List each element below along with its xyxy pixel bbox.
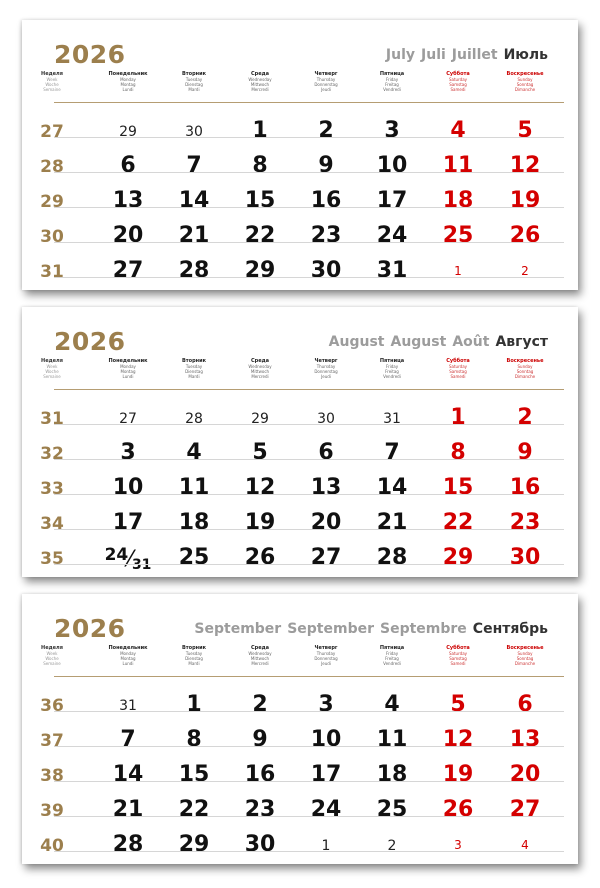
day-header-translation: Sonntag [516,369,534,374]
day-cell[interactable]: 29 [178,832,210,857]
day-header-translation: Sunday [517,364,533,369]
day-header-translation: Tuesday [185,651,203,656]
year-label: 2026 [54,614,126,643]
day-cell-adjacent[interactable]: 31 [119,698,137,714]
day-header-translation: Lundi [122,374,134,379]
day-cell[interactable]: 11 [178,475,210,500]
day-cell[interactable]: 5 [252,440,268,465]
day-header-translation: Monday [120,77,136,82]
day-header-translation: Samstag [449,82,467,87]
day-cell[interactable]: 30 [310,258,342,283]
row-divider [54,851,564,852]
day-cell[interactable]: 16 [310,188,342,213]
day-cell[interactable]: 4 [450,118,466,143]
day-cell[interactable]: 18 [442,188,474,213]
day-cell[interactable]: 20 [112,223,144,248]
week-number: 37 [40,731,64,751]
day-header-translation: Friday [385,651,399,656]
day-cell[interactable]: 15 [442,475,474,500]
day-cell[interactable]: 23 [310,223,342,248]
day-header-name: Вторник [181,358,207,364]
day-header-translation: Jeudi [321,374,331,379]
day-header [485,646,565,666]
day-header [485,72,565,92]
day-header-translation: Vendredi [383,661,401,666]
month-name: August [390,334,447,350]
day-cell[interactable]: 17 [376,188,408,213]
day-header-translation: Woche [45,82,59,87]
day-cell[interactable]: 12 [509,153,541,178]
row-divider [54,242,564,243]
day-cell-adjacent[interactable]: 31 [383,411,401,427]
day-header-translation: Montag [120,369,136,374]
day-header [12,72,92,92]
day-header-translation: Lundi [122,87,134,92]
row-divider [54,816,564,817]
day-header-translation: Samstag [449,369,467,374]
day-cell-adjacent[interactable]: 29 [119,124,137,140]
day-cell[interactable]: 7 [186,153,202,178]
day-header-translation: Dimanche [514,661,536,666]
day-header-translation: Mardi [188,87,200,92]
day-cell[interactable]: 28 [376,545,408,570]
day-header-translation: Semaine [43,661,61,666]
day-cell[interactable]: 19 [244,510,276,535]
day-header-translation: Sunday [517,77,533,82]
month-name: August [328,334,385,350]
day-cell[interactable]: 10 [112,475,144,500]
day-cell-adjacent[interactable]: 1 [321,838,331,854]
day-header [12,646,92,666]
row-divider [54,424,564,425]
day-cell[interactable]: 9 [252,727,268,752]
calendar-month-august [22,307,578,577]
day-header-translation: Dienstag [185,369,203,374]
day-cell[interactable]: 31 [376,258,408,283]
day-header-translation: Vendredi [383,374,401,379]
month-name: Август [495,334,548,350]
day-cell-split[interactable] [95,547,161,572]
row-divider [54,781,564,782]
day-cell[interactable]: 22 [178,797,210,822]
month-name: Июль [503,47,548,63]
day-cell[interactable]: 18 [376,762,408,787]
day-header-translation: Samedi [450,661,466,666]
month-name: Septembre [380,621,467,637]
row-divider [54,207,564,208]
day-header-translation: Wednesday [248,364,272,369]
day-header-translation: Dienstag [185,656,203,661]
day-header-name: Пятница [379,645,405,651]
day-cell[interactable]: 28 [112,832,144,857]
month-name: September [194,621,282,637]
day-header [12,359,92,379]
day-header-translation: Saturday [448,364,468,369]
day-header-translation: Monday [120,651,136,656]
day-header-translation: Friday [385,77,399,82]
day-header-translation: Tuesday [185,77,203,82]
day-cell[interactable]: 24 [310,797,342,822]
month-name: September [287,621,374,637]
week-number: 38 [40,766,64,786]
day-header-name: Понедельник [108,645,148,651]
day-cell-adjacent[interactable]: 29 [251,411,269,427]
day-cell[interactable]: 23 [509,510,541,535]
day-header-translation: Mercredi [251,374,269,379]
day-cell[interactable]: 17 [112,510,144,535]
day-cell[interactable]: 1 [450,405,466,430]
day-cell[interactable]: 9 [517,440,533,465]
day-cell[interactable]: 13 [509,727,541,752]
day-header-name: Неделя [41,645,63,651]
day-header-translation: Mardi [188,374,200,379]
day-header-name: Понедельник [108,358,148,364]
week-number: 35 [40,549,64,569]
day-cell[interactable]: 10 [376,153,408,178]
day-number: 31 [131,557,152,573]
day-header-translation: Samedi [450,374,466,379]
day-header-translation: Sonntag [516,656,534,661]
day-header-translation: Week [46,651,58,656]
day-cell[interactable]: 21 [112,797,144,822]
day-cell[interactable]: 13 [310,475,342,500]
day-cell[interactable]: 21 [376,510,408,535]
day-cell[interactable]: 16 [509,475,541,500]
day-header-translation: Semaine [43,374,61,379]
day-cell-adjacent[interactable]: 2 [387,838,397,854]
row-divider [54,564,564,565]
day-cell[interactable]: 22 [244,223,276,248]
day-cell[interactable]: 29 [442,545,474,570]
day-header-translation: Thursday [316,77,336,82]
day-cell[interactable]: 26 [442,797,474,822]
day-header-translation: Dimanche [514,374,536,379]
day-header-translation: Semaine [43,87,61,92]
day-cell[interactable]: 3 [120,440,136,465]
day-cell[interactable]: 23 [244,797,276,822]
day-cell[interactable]: 15 [244,188,276,213]
day-cell[interactable]: 8 [450,440,466,465]
month-names [323,334,548,350]
day-cell[interactable]: 18 [178,510,210,535]
day-header-name: Воскресенье [506,71,544,77]
row-divider [54,172,564,173]
day-cell[interactable]: 6 [517,692,533,717]
header-divider [54,389,564,390]
day-cell[interactable]: 12 [244,475,276,500]
day-cell[interactable]: 10 [310,727,342,752]
day-cell[interactable]: 26 [509,223,541,248]
day-cell[interactable]: 7 [120,727,136,752]
day-cell-adjacent[interactable]: 1 [454,264,462,278]
day-header-name: Воскресенье [506,358,544,364]
week-number: 31 [40,262,64,282]
day-header-translation: Sunday [517,651,533,656]
day-header-translation: Mittwoch [250,82,270,87]
day-header-translation: Mercredi [251,87,269,92]
day-header-translation: Jeudi [321,87,331,92]
day-header-translation: Thursday [316,651,336,656]
day-cell[interactable]: 15 [178,762,210,787]
day-cell[interactable]: 7 [384,440,400,465]
week-number: 34 [40,514,64,534]
day-header-name: Четверг [314,71,338,77]
day-header-translation: Wednesday [248,77,272,82]
week-number: 40 [40,836,64,856]
day-cell-adjacent[interactable]: 2 [521,264,529,278]
month-names [188,621,548,637]
day-cell[interactable]: 27 [112,258,144,283]
month-name: Août [452,334,490,350]
day-header-name: Вторник [181,645,207,651]
week-number: 31 [40,409,64,429]
day-header-translation: Monday [120,364,136,369]
day-cell[interactable]: 27 [509,797,541,822]
day-cell-adjacent[interactable]: 3 [454,838,462,852]
day-header-name: Неделя [41,71,63,77]
day-header-name: Четверг [314,358,338,364]
row-divider [54,459,564,460]
day-header-name: Суббота [446,645,470,651]
day-cell[interactable]: 30 [509,545,541,570]
day-header-translation: Tuesday [185,364,203,369]
day-cell[interactable]: 14 [376,475,408,500]
day-cell[interactable]: 22 [442,510,474,535]
day-cell[interactable]: 28 [178,258,210,283]
day-cell[interactable]: 19 [442,762,474,787]
row-divider [54,137,564,138]
day-header-translation: Freitag [385,656,399,661]
day-cell[interactable]: 21 [178,223,210,248]
day-cell[interactable]: 25 [442,223,474,248]
day-header-translation: Woche [45,656,59,661]
day-cell[interactable]: 16 [244,762,276,787]
day-cell[interactable]: 11 [442,153,474,178]
day-cell-adjacent[interactable]: 30 [317,411,335,427]
day-cell[interactable]: 2 [252,692,268,717]
month-name: Сентябрь [472,621,548,637]
week-number: 39 [40,801,64,821]
day-header [485,359,565,379]
day-cell[interactable]: 24 [376,223,408,248]
day-cell-adjacent[interactable]: 27 [119,411,137,427]
header-divider [54,676,564,677]
day-header-name: Среда [250,358,270,364]
day-header-translation: Mittwoch [250,369,270,374]
day-header-translation: Thursday [316,364,336,369]
day-header-translation: Wednesday [248,651,272,656]
row-divider [54,494,564,495]
day-header-translation: Week [46,364,58,369]
day-header-translation: Montag [120,82,136,87]
day-cell[interactable]: 26 [244,545,276,570]
day-cell[interactable]: 6 [120,153,136,178]
day-header-translation: Freitag [385,369,399,374]
day-header-name: Пятница [379,358,405,364]
day-cell-adjacent[interactable]: 30 [185,124,203,140]
day-header-translation: Donnerstag [314,369,338,374]
row-divider [54,277,564,278]
day-cell[interactable]: 6 [318,440,334,465]
day-header-translation: Sonntag [516,82,534,87]
day-cell[interactable]: 2 [318,118,334,143]
day-cell[interactable]: 5 [450,692,466,717]
day-cell[interactable]: 12 [442,727,474,752]
day-cell[interactable]: 1 [186,692,202,717]
header-divider [54,102,564,103]
day-cell[interactable]: 11 [376,727,408,752]
week-number: 30 [40,227,64,247]
day-header-translation: Donnerstag [314,656,338,661]
month-name: Juillet [451,47,498,63]
day-separator: ⁄ [128,547,132,572]
day-header-translation: Lundi [122,661,134,666]
day-header-translation: Mercredi [251,661,269,666]
day-cell[interactable]: 30 [244,832,276,857]
day-cell[interactable]: 2 [517,405,533,430]
day-cell-adjacent[interactable]: 4 [521,838,529,852]
day-cell[interactable]: 20 [509,762,541,787]
day-cell[interactable]: 13 [112,188,144,213]
day-header-translation: Jeudi [321,661,331,666]
day-header-translation: Montag [120,656,136,661]
week-number: 27 [40,122,64,142]
day-header-name: Пятница [379,71,405,77]
row-divider [54,529,564,530]
month-name: Juli [421,47,446,63]
day-cell[interactable]: 20 [310,510,342,535]
day-cell[interactable]: 3 [318,692,334,717]
day-cell[interactable]: 29 [244,258,276,283]
day-cell[interactable]: 17 [310,762,342,787]
day-cell[interactable]: 25 [178,545,210,570]
day-header-translation: Week [46,77,58,82]
day-cell[interactable]: 8 [252,153,268,178]
day-header-translation: Mardi [188,661,200,666]
day-header-name: Воскресенье [506,645,544,651]
day-header-translation: Dienstag [185,82,203,87]
day-header-name: Четверг [314,645,338,651]
day-cell[interactable]: 9 [318,153,334,178]
calendar-month-september [22,594,578,864]
day-cell[interactable]: 3 [384,118,400,143]
day-header-name: Понедельник [108,71,148,77]
year-label: 2026 [54,327,126,356]
day-cell[interactable]: 8 [186,727,202,752]
calendar-month-july [22,20,578,290]
day-header-translation: Woche [45,369,59,374]
month-names [380,47,548,63]
day-header-translation: Donnerstag [314,82,338,87]
day-cell-adjacent[interactable]: 28 [185,411,203,427]
day-cell[interactable]: 1 [252,118,268,143]
day-header-translation: Samstag [449,656,467,661]
day-header-name: Вторник [181,71,207,77]
day-header-translation: Friday [385,364,399,369]
day-cell[interactable]: 14 [112,762,144,787]
week-number: 32 [40,444,64,464]
day-cell[interactable]: 4 [186,440,202,465]
week-number: 29 [40,192,64,212]
day-number: 24 [104,545,129,565]
month-name: July [385,47,416,63]
row-divider [54,746,564,747]
day-header-name: Среда [250,645,270,651]
week-number: 33 [40,479,64,499]
day-header-name: Суббота [446,358,470,364]
day-header-translation: Saturday [448,651,468,656]
day-cell[interactable]: 27 [310,545,342,570]
week-number: 28 [40,157,64,177]
day-header-translation: Mittwoch [250,656,270,661]
day-header-name: Среда [250,71,270,77]
day-cell[interactable]: 19 [509,188,541,213]
year-label: 2026 [54,40,126,69]
day-header-translation: Saturday [448,77,468,82]
day-header-name: Суббота [446,71,470,77]
day-cell[interactable]: 14 [178,188,210,213]
week-number: 36 [40,696,64,716]
day-header-translation: Dimanche [514,87,536,92]
row-divider [54,711,564,712]
day-cell[interactable]: 4 [384,692,400,717]
day-header-translation: Samedi [450,87,466,92]
day-header-translation: Vendredi [383,87,401,92]
day-header-name: Неделя [41,358,63,364]
day-cell[interactable]: 5 [517,118,533,143]
day-header-translation: Freitag [385,82,399,87]
day-cell[interactable]: 25 [376,797,408,822]
